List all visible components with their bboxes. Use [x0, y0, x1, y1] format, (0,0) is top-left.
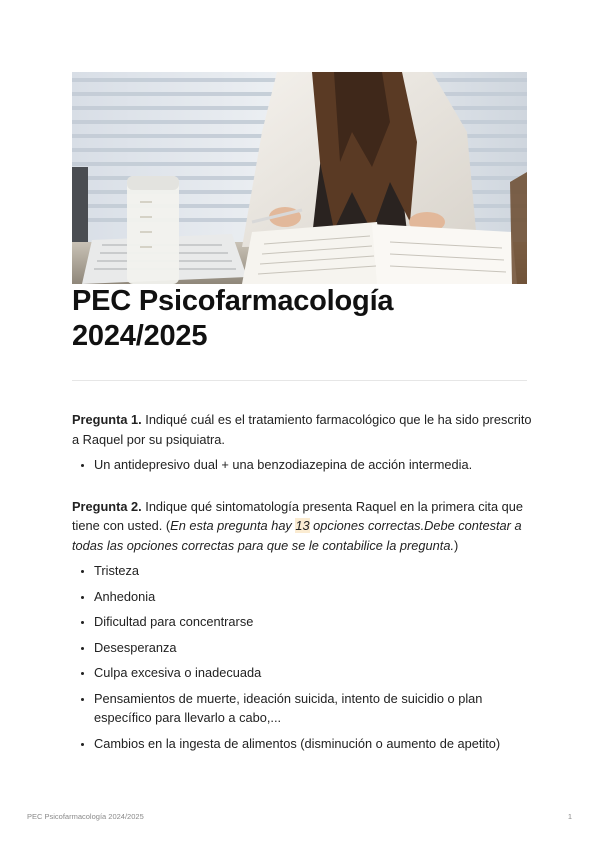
question-1-answers [72, 455, 532, 475]
document-title: PEC Psicofarmacología 2024/2025 [72, 285, 394, 352]
list-item: • Culpa excesiva o inadecuada [94, 663, 532, 683]
list-item: • Dificultad para concentrarse [94, 612, 532, 632]
question-2-close: ) [454, 537, 459, 553]
highlighted-number: 13 [295, 518, 310, 533]
note-suffix: opciones correctas.Debe contestar a todas las opciones correctas para que se le contabilice la pregunta. [72, 518, 522, 553]
title-divider [72, 380, 527, 381]
list-item: • Cambios en la ingesta de alimentos (disminución o aumento de apetito) [94, 734, 532, 754]
document-body [72, 410, 532, 759]
question-2-text: Indique qué sintomatología presenta Raquel en la primera cita que tiene con usted. ( [72, 498, 524, 533]
question-2 [72, 497, 532, 556]
question-1-text: Indiqué cuál es el tratamiento farmacológico que le ha sido prescrito a Raquel por su psiquiatra. [72, 412, 532, 447]
question-2-answers [72, 561, 532, 753]
question-1-label: Pregunta 1. [72, 412, 142, 427]
question-1 [72, 410, 532, 449]
list-item: • Un antidepresivo dual + una benzodiazepina de acción intermedia. [94, 455, 532, 475]
note-prefix: En esta pregunta hay [170, 518, 296, 533]
question-2-label: Pregunta 2. [72, 498, 142, 514]
list-item: • Anhedonia [94, 587, 532, 607]
page-number: 1 [567, 812, 572, 821]
list-item: • Pensamientos de muerte, ideación suicida, intento de suicidio o plan específico para llevarlo a cabo,... [94, 689, 532, 728]
hero-photo [72, 72, 527, 284]
list-item: • Desesperanza [94, 638, 532, 658]
footer-title: PEC Psicofarmacología 2024/2025 [27, 812, 144, 821]
list-item: • Tristeza [94, 561, 532, 581]
